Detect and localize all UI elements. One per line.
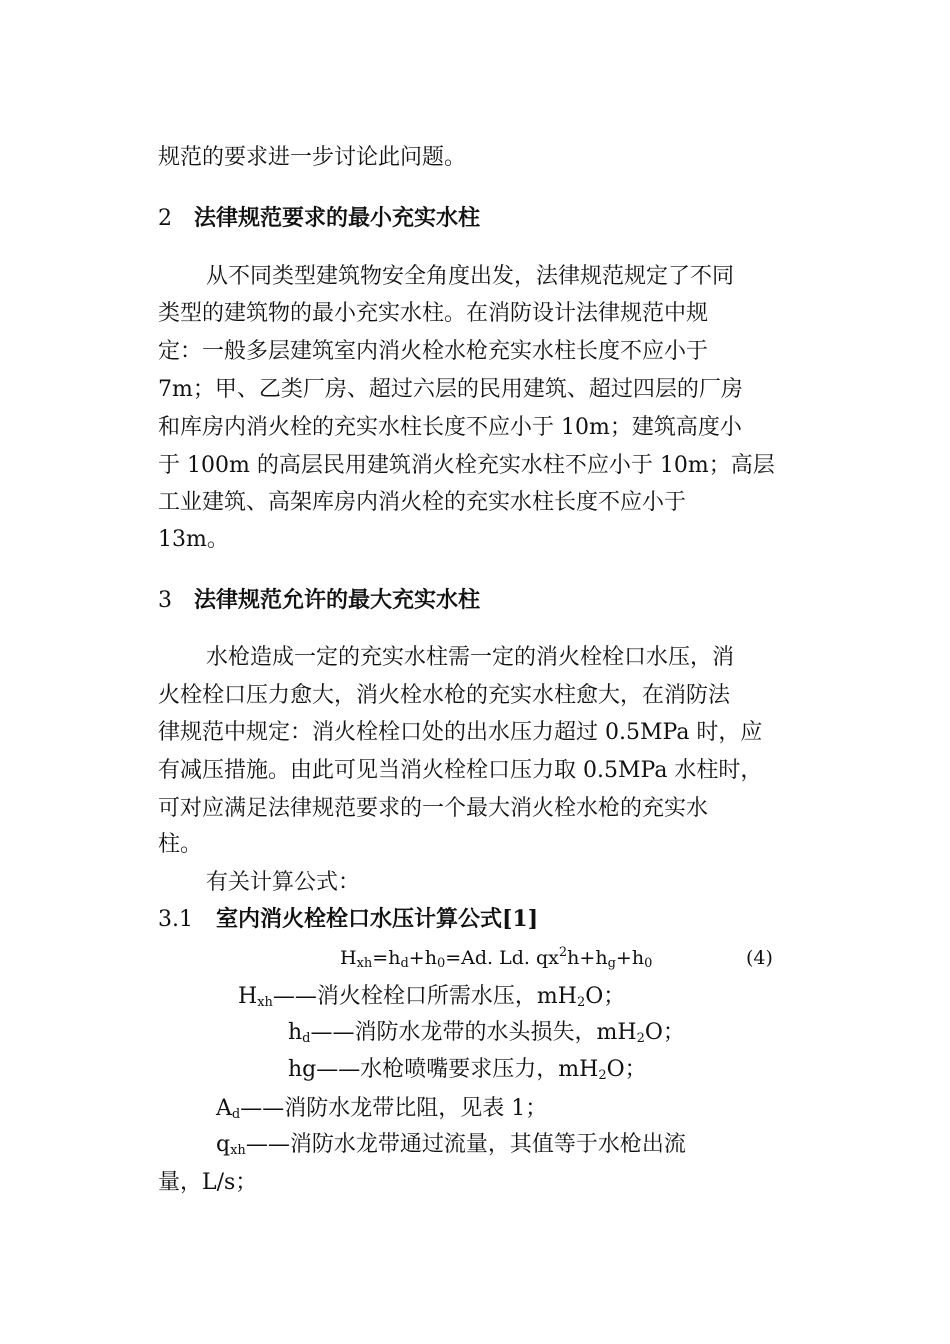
s2-line-4: 7m；甲、乙类厂房、超过六层的民用建筑、超过四层的厂房: [158, 377, 743, 402]
section-3-1-title: 室内消火栓栓口水压计算公式[1]: [216, 906, 539, 932]
section-2-number: 2: [158, 206, 172, 231]
section-3-number: 3: [158, 588, 172, 613]
def-hg: hg——水枪喷嘴要求压力，$mH_2O$；: [288, 1057, 647, 1083]
section-3-1-heading: [158, 904, 538, 935]
def-ad: $A_d——$消防水龙带比阻，见表 1；: [216, 1096, 548, 1122]
s3-line-2: 火栓栓口压力愈大，消火栓水枪的充实水柱愈大，在消防法: [158, 683, 731, 708]
s2-line-7: 工业建筑、高架库房内消火栓的充实水柱长度不应小于: [158, 490, 687, 515]
def-hd: $h_d——$消防水龙带的水头损失，$mH_2O$；: [288, 1020, 685, 1046]
section-3-title: 法律规范允许的最大充实水柱: [194, 587, 481, 613]
def-qxh: $q_{xh}——$消防水龙带通过流量，其值等于水枪出流: [216, 1132, 686, 1158]
intro-tail-line: 规范的要求进一步讨论此问题。: [158, 145, 467, 170]
formula-number: (4): [746, 947, 773, 969]
formula-4: $H_{xh}=h_d+h_0=Ad$. Ld. $qx^2h+h_g+h_0$: [340, 945, 653, 971]
def-hxh: $H_{xh}——$消火栓栓口所需水压，$mH_2O$；: [238, 984, 626, 1010]
section-2-heading: [158, 203, 480, 234]
section-3-1-number: 3.1: [158, 907, 193, 932]
s2-line-5: 和库房内消火栓的充实水柱长度不应小于 10m；建筑高度小: [158, 415, 742, 440]
s3-line-6: 柱。: [158, 832, 203, 857]
s3-line-4: 有减压措施。由此可见当消火栓栓口压力取 0.5MPa 水柱时，: [158, 758, 763, 783]
s2-line-6: 于 100m 的高层民用建筑消火栓充实水柱不应小于 10m；高层: [158, 453, 775, 478]
s3-line-3: 律规范中规定：消火栓栓口处的出水压力超过 0.5MPa 时，应: [158, 720, 763, 745]
s3-line-5: 可对应满足法律规范要求的一个最大消火栓水枪的充实水: [158, 796, 709, 821]
formula-intro: 有关计算公式：: [206, 870, 361, 895]
section-3-heading: [158, 585, 480, 616]
s3-line-1: 水枪造成一定的充实水柱需一定的消火栓栓口水压，消: [206, 645, 735, 670]
s2-line-1: 从不同类型建筑物安全角度出发，法律规范规定了不同: [206, 264, 735, 289]
s2-line-2: 类型的建筑物的最小充实水柱。在消防设计法律规范中规: [158, 301, 709, 326]
s2-line-8: 13m。: [158, 527, 229, 552]
section-2-title: 法律规范要求的最小充实水柱: [194, 205, 481, 231]
def-qxh-continuation: 量，L/s；: [158, 1170, 258, 1195]
s2-line-3: 定：一般多层建筑室内消火栓水枪充实水柱长度不应小于: [158, 339, 709, 364]
